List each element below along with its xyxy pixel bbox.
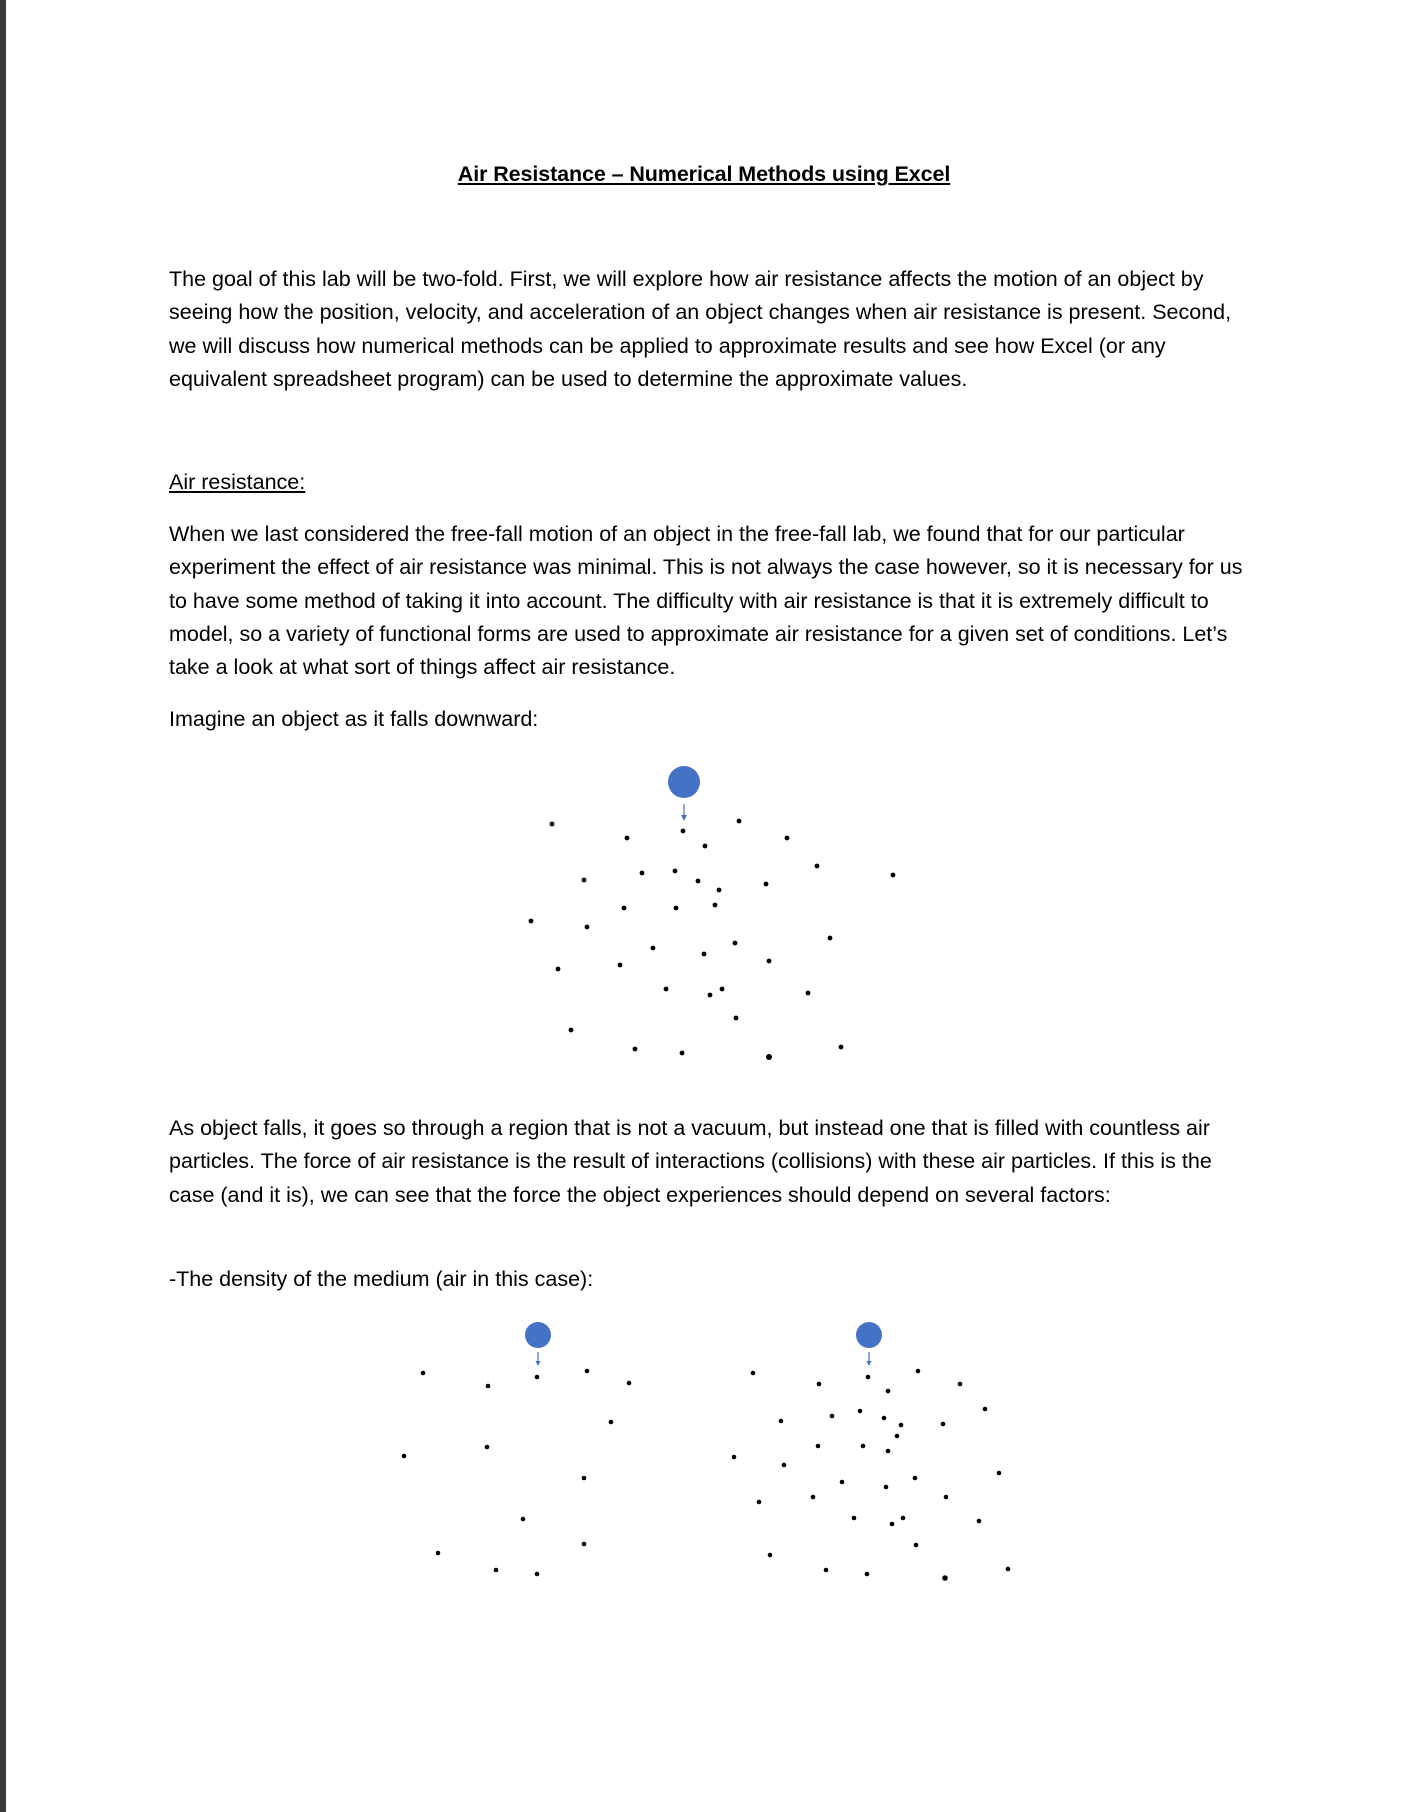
- falling-ball-low-density-icon: [525, 1322, 551, 1366]
- falling-ball-high-density-icon: [856, 1322, 882, 1366]
- falling-ball-icon: [668, 766, 700, 821]
- imagine-paragraph: Imagine an object as it falls downward:: [169, 707, 539, 731]
- air-particles-low-density: [402, 1369, 632, 1577]
- air-particles-high-density: [732, 1369, 1011, 1581]
- air-resistance-paragraph: When we last considered the free-fall motion of an object in the free-fall lab, we found that for our particular experiment the effect of air resistance was minimal. This is not always the case however, so it is necessary for us to have some method of taking it into account. The difficulty with air resistance is that it is extremely difficult to model, so a variety of functional forms are used to approximate air resistance for a given set of conditions. Let’s take a look at what sort of things affect air resistance.: [169, 522, 1243, 680]
- document-title: Air Resistance – Numerical Methods using Excel: [457, 162, 951, 186]
- as-object-paragraph: As object falls, it goes so through a region that is not a vacuum, but instead one that is filled with countless air particles. The force of air resistance is the result of interactions (collisions) with these air particles. If this is the case (and it is), we can see that the force the object experiences should depend on several factors:: [169, 1116, 1212, 1207]
- section-heading-air-resistance: Air resistance:: [169, 470, 306, 494]
- intro-paragraph: The goal of this lab will be two-fold. First, we will explore how air resistance affects the motion of an object by seeing how the position, velocity, and acceleration of an object changes when air resistance is present. Second, we will discuss how numerical methods can be applied to approximate results and see how Excel (or any equivalent spreadsheet program) can be used to determine the approximate values.: [169, 267, 1232, 391]
- air-particles-main: [529, 819, 896, 1060]
- density-paragraph: -The density of the medium (air in this case):: [169, 1267, 594, 1291]
